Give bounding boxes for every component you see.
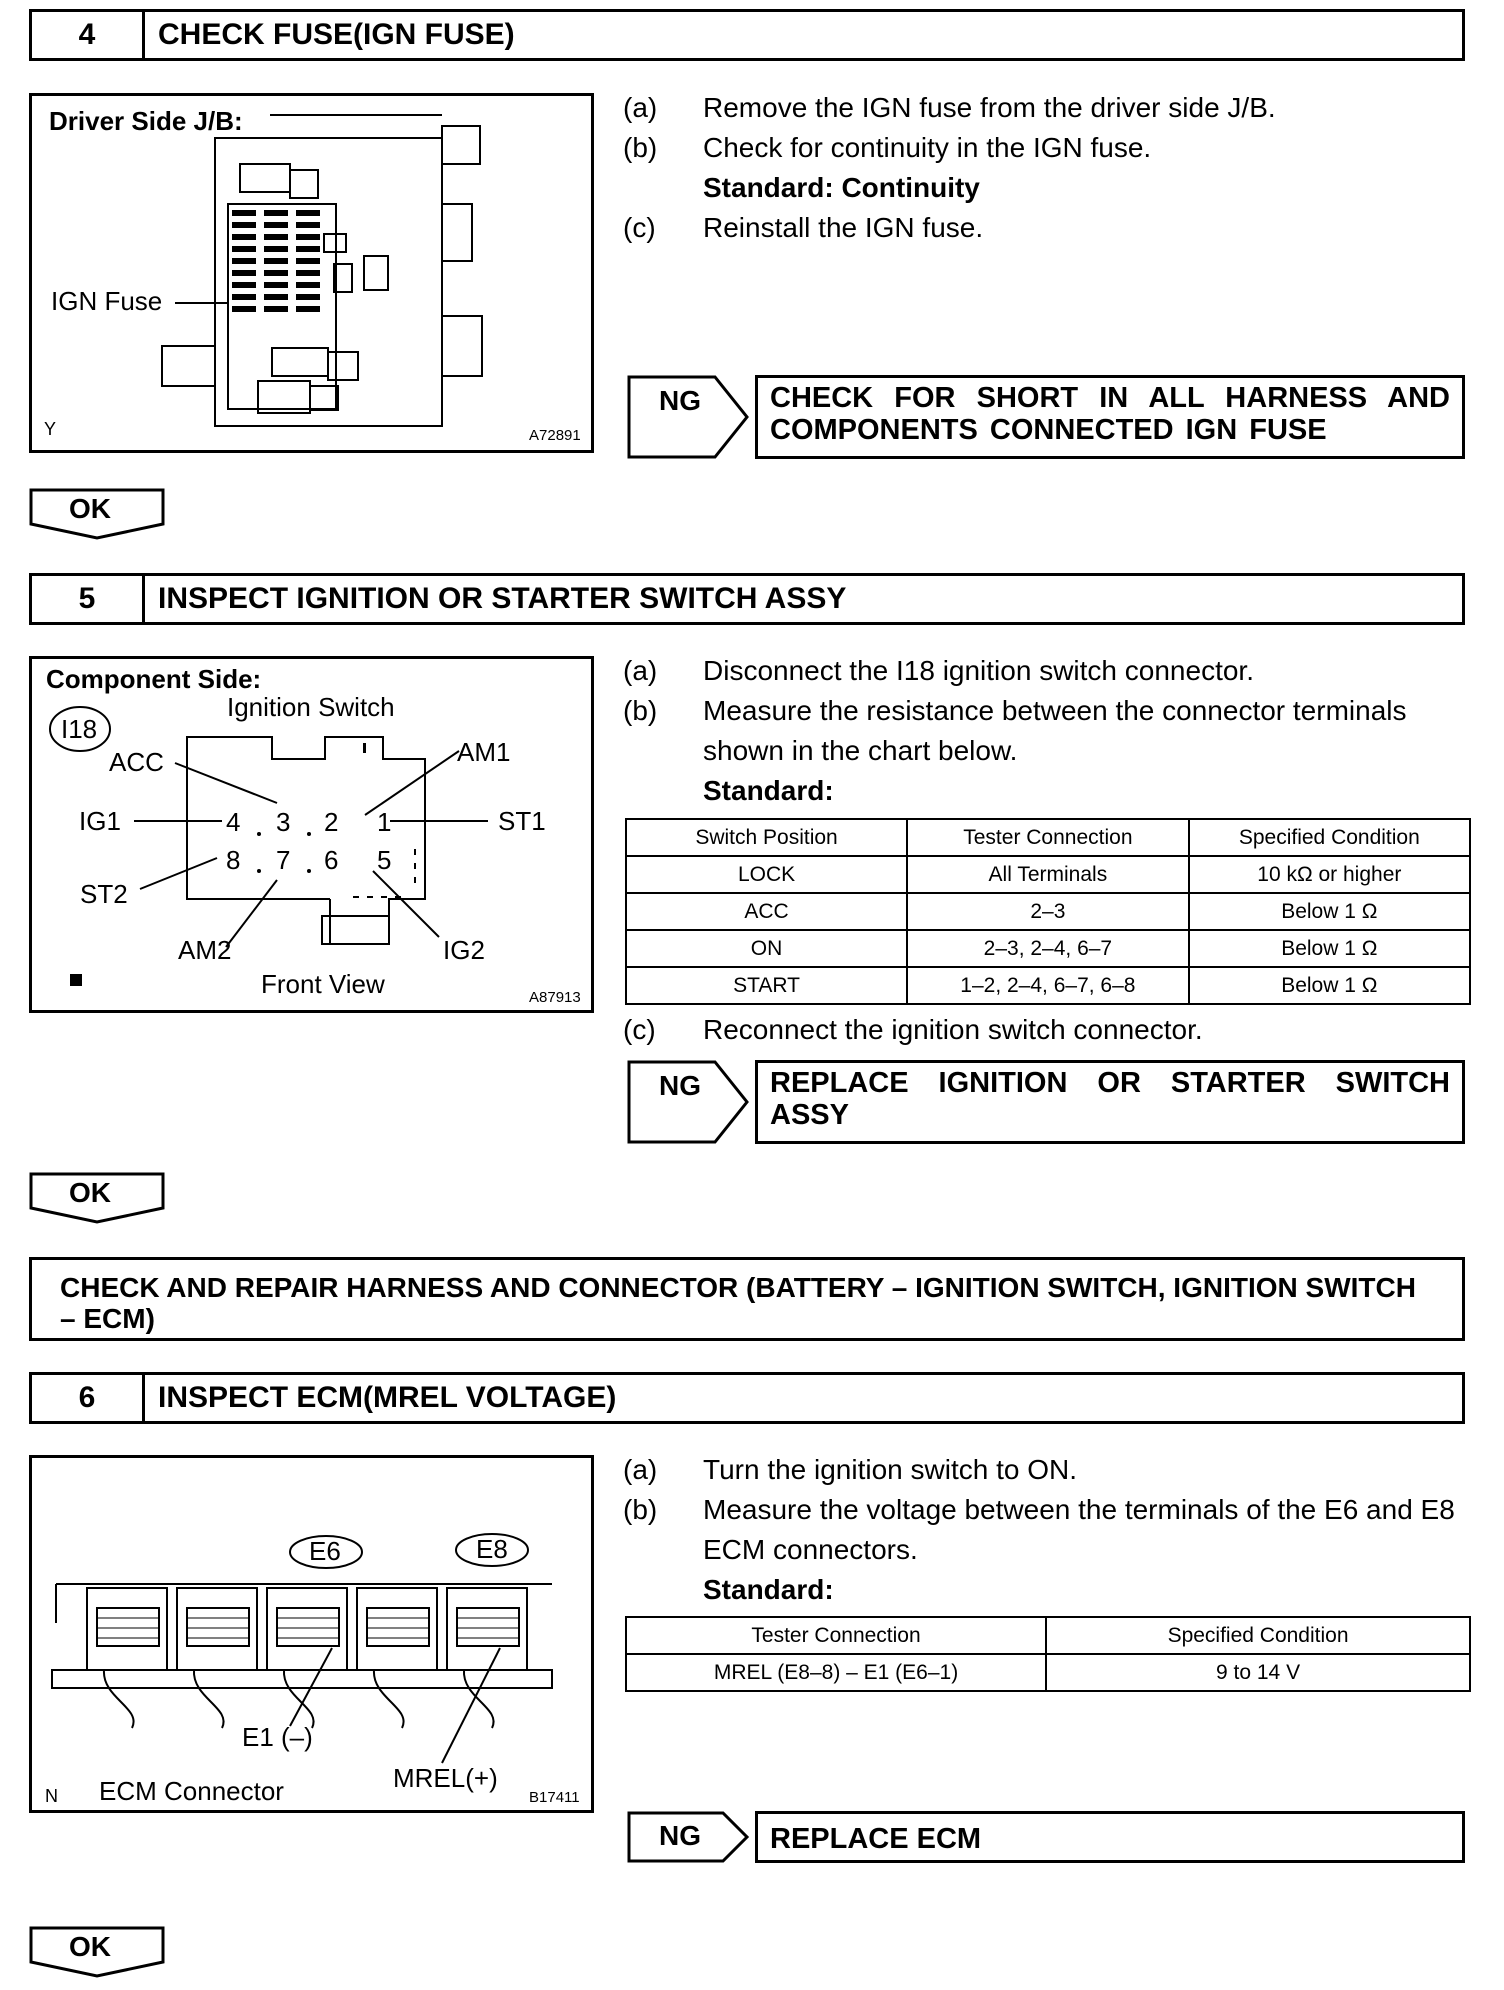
ok-label: OK: [69, 1177, 111, 1208]
table-header-row: [626, 819, 1470, 856]
step6-title: INSPECT ECM(MREL VOLTAGE): [158, 1381, 617, 1414]
pin-8: 8: [226, 845, 241, 875]
step5-ng-arrow: [627, 1060, 750, 1144]
step4-number: 4: [32, 12, 145, 58]
connector-id: I18: [61, 714, 98, 744]
procedure-item: (c) Reconnect the ignition switch connector.: [623, 1014, 1203, 1045]
table-row: [626, 1654, 1470, 1691]
e8-label: E8: [476, 1534, 508, 1564]
ok-label: OK: [69, 1931, 111, 1962]
st1-label: ST1: [498, 806, 546, 836]
table-cell: Below 1 Ω: [1189, 967, 1470, 1004]
pin-5: 5: [377, 845, 392, 875]
procedure-item: (a) Remove the IGN fuse from the driver side J/B.: [623, 92, 1276, 123]
pin-2: 2: [324, 807, 339, 837]
procedure-standard: Standard:: [703, 1574, 834, 1605]
step4-header: [29, 9, 1465, 61]
table-cell: All Terminals: [907, 856, 1189, 893]
step5-number: 5: [32, 576, 145, 622]
procedure-item: (c) Reinstall the IGN fuse.: [623, 212, 984, 243]
table-row: [626, 967, 1470, 1004]
table-cell: 9 to 14 V: [1046, 1654, 1470, 1691]
ecm-connector-caption: ECM Connector: [99, 1776, 284, 1806]
corner-mark: Y: [44, 419, 57, 439]
junction-block-drawing: [32, 96, 592, 451]
table-header-row: [626, 1617, 1470, 1654]
mrel-label: MREL(+): [393, 1763, 498, 1793]
step4-ng-arrow: [627, 375, 750, 459]
am1-label: AM1: [457, 737, 511, 767]
ok-label: OK: [69, 493, 111, 524]
front-view-label: Front View: [261, 969, 385, 999]
ng-label: NG: [659, 385, 701, 416]
step5-figure: [29, 656, 594, 1013]
figure-code: A72891: [529, 427, 581, 444]
ign-fuse-label: IGN Fuse: [51, 286, 163, 316]
acc-label: ACC: [109, 747, 164, 777]
st2-label: ST2: [80, 879, 128, 909]
procedure-standard: Standard:: [703, 775, 834, 806]
e1-label: E1 (–): [242, 1722, 313, 1752]
table-header: Specified Condition: [1046, 1617, 1470, 1654]
procedure-item: (a) Disconnect the I18 ignition switch connector.: [623, 655, 1254, 686]
step5-ok-tag: [29, 1172, 166, 1224]
table-cell: 10 kΩ or higher: [1189, 856, 1470, 893]
procedure-item: (a) Turn the ignition switch to ON.: [623, 1454, 1078, 1485]
table-header: Switch Position: [626, 819, 907, 856]
pin-3: 3: [276, 807, 291, 837]
ng-label: NG: [659, 1820, 701, 1851]
check-repair-box: CHECK AND REPAIR HARNESS AND CONNECTOR (BATTERY – IGNITION SWITCH, IGNITION SWITCH – ECM): [29, 1257, 1465, 1341]
procedure-item: (b) Measure the resistance between the connector terminals shown in the chart below.: [623, 695, 1407, 766]
e6-label: E6: [309, 1536, 341, 1566]
step5-ng-result: REPLACE IGNITION OR STARTER SWITCH ASSY: [755, 1060, 1465, 1144]
ig1-label: IG1: [79, 806, 121, 836]
step5-procedure-after: [623, 1010, 1473, 1050]
step4-figure: [29, 93, 594, 453]
step5-procedure: [623, 651, 1473, 811]
step4-ng-result: CHECK FOR SHORT IN ALL HARNESS AND COMPONENTS CONNECTED IGN FUSE: [755, 375, 1465, 459]
step6-header: [29, 1372, 1465, 1424]
ig2-label: IG2: [443, 935, 485, 965]
figure-code: A87913: [529, 989, 581, 1006]
step6-ng-result: REPLACE ECM: [755, 1811, 1465, 1863]
step4-procedure: [623, 88, 1473, 248]
step6-ng-arrow: [627, 1811, 750, 1863]
ignition-switch-label: Ignition Switch: [227, 692, 395, 722]
step5-spec-table: [625, 818, 1471, 1005]
table-cell: ON: [626, 930, 907, 967]
table-cell: 1–2, 2–4, 6–7, 6–8: [907, 967, 1189, 1004]
step6-spec-table: [625, 1616, 1471, 1692]
table-cell: 2–3: [907, 893, 1189, 930]
table-header: Specified Condition: [1189, 819, 1470, 856]
procedure-item: (b) Check for continuity in the IGN fuse.: [623, 132, 1152, 163]
table-cell: MREL (E8–8) – E1 (E6–1): [626, 1654, 1046, 1691]
step5-title: INSPECT IGNITION OR STARTER SWITCH ASSY: [158, 582, 847, 615]
step5-header: [29, 573, 1465, 625]
table-cell: 2–3, 2–4, 6–7: [907, 930, 1189, 967]
ecm-connector-drawing: [32, 1458, 592, 1810]
jb-heading: Driver Side J/B:: [49, 106, 243, 136]
table-cell: ACC: [626, 893, 907, 930]
table-header: Tester Connection: [626, 1617, 1046, 1654]
pin-1: 1: [377, 807, 392, 837]
procedure-item: (b) Measure the voltage between the terminals of the E6 and E8 ECM connectors.: [623, 1494, 1455, 1565]
table-row: [626, 893, 1470, 930]
ng-label: NG: [659, 1070, 701, 1101]
table-cell: LOCK: [626, 856, 907, 893]
figure-code: B17411: [529, 1789, 580, 1806]
table-cell: Below 1 Ω: [1189, 930, 1470, 967]
component-heading: Component Side:: [46, 664, 262, 694]
table-cell: Below 1 Ω: [1189, 893, 1470, 930]
step4-ok-tag: [29, 488, 166, 540]
table-cell: START: [626, 967, 907, 1004]
table-header: Tester Connection: [907, 819, 1189, 856]
pin-4: 4: [226, 807, 241, 837]
procedure-standard: Standard: Continuity: [703, 172, 980, 203]
step6-number: 6: [32, 1375, 145, 1421]
pin-6: 6: [324, 845, 339, 875]
step4-title: CHECK FUSE(IGN FUSE): [158, 18, 515, 51]
step6-ok-tag: [29, 1926, 166, 1978]
pin-7: 7: [276, 845, 291, 875]
step6-figure: [29, 1455, 594, 1813]
corner-mark: N: [45, 1786, 58, 1806]
table-row: [626, 856, 1470, 893]
step6-procedure: [623, 1450, 1473, 1610]
am2-label: AM2: [178, 935, 232, 965]
table-row: [626, 930, 1470, 967]
